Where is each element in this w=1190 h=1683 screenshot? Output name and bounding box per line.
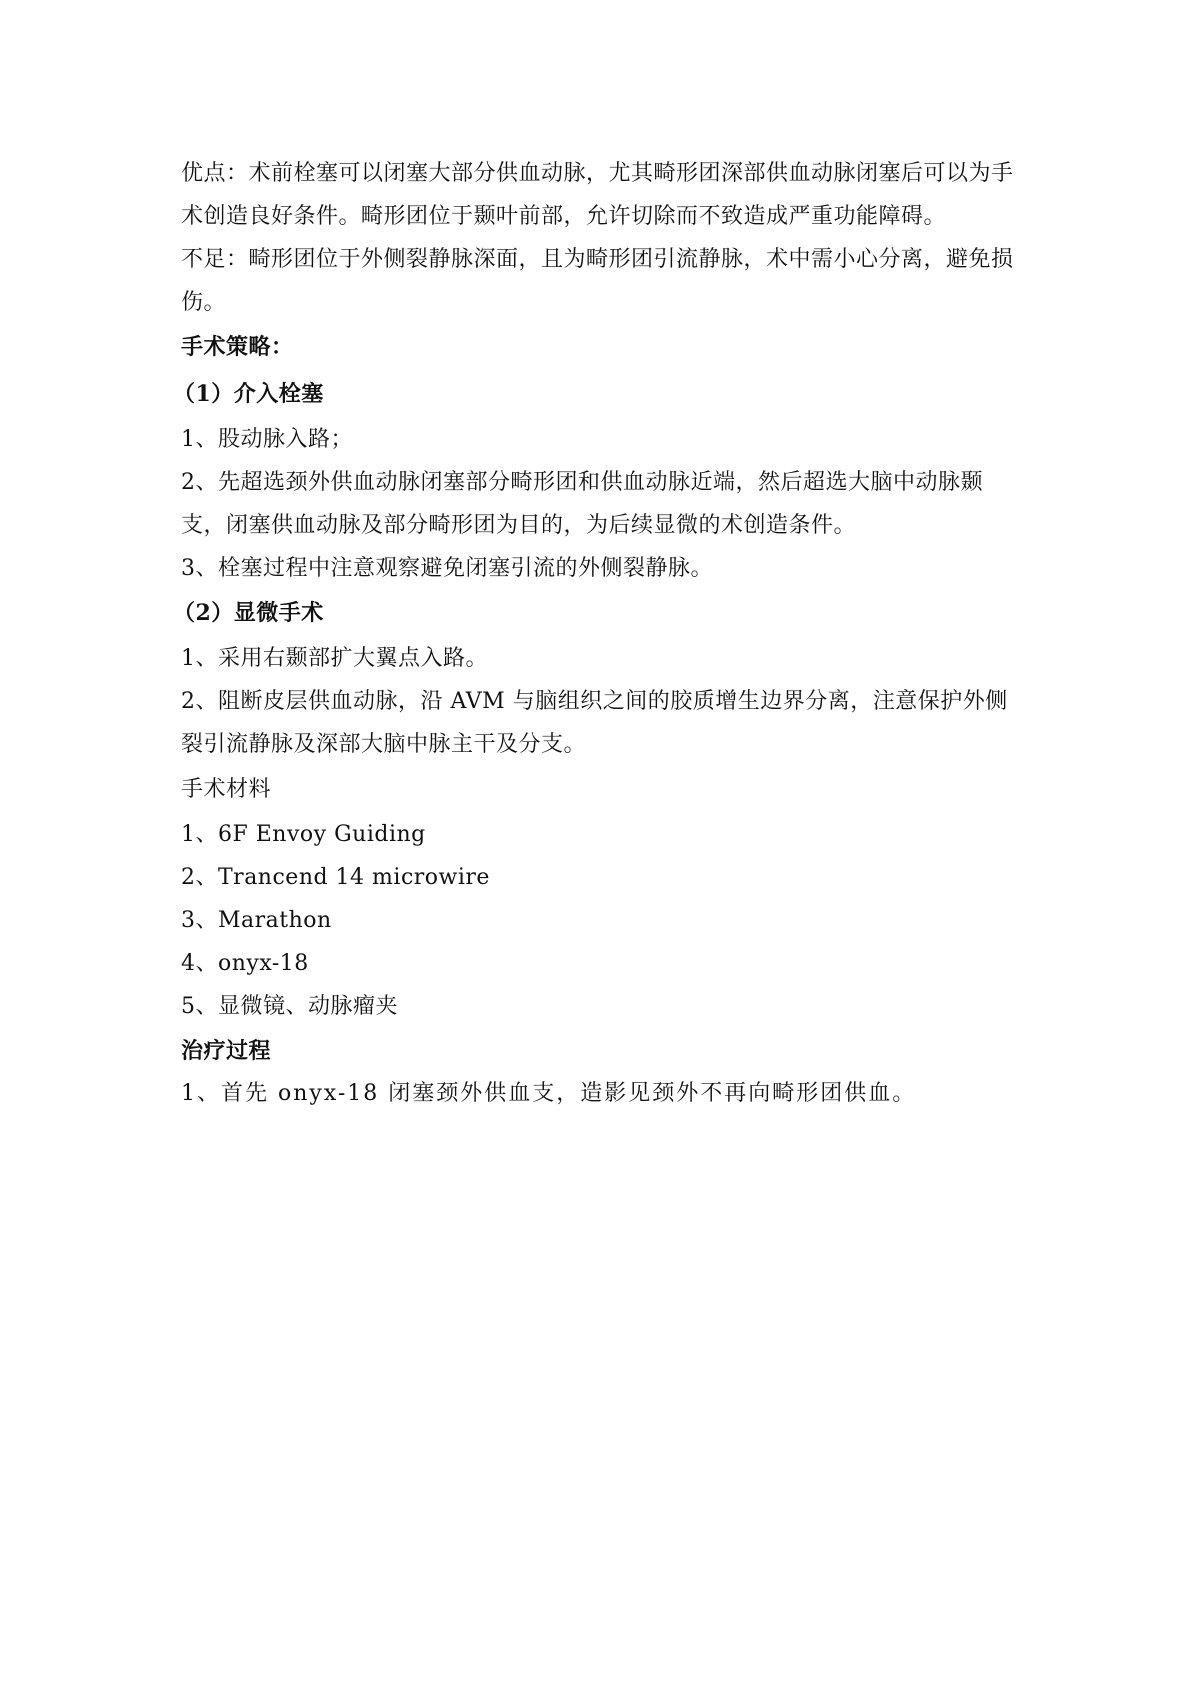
- treatment-step: 1、首先 onyx-18 闭塞颈外供血支，造影见颈外不再向畸形团供血。: [181, 1081, 917, 1106]
- advantages-paragraph: 优点：术前栓塞可以闭塞大部分供血动脉，尤其畸形团深部供血动脉闭塞后可以为手术创造良好条件。畸形团位于颞叶前部，允许切除而不致造成严重功能障碍。: [181, 161, 1014, 229]
- strategy-heading: 手术策略：: [181, 334, 294, 360]
- material-item: 3、Marathon: [181, 908, 332, 933]
- embolization-step: 2、先超选颈外供血动脉闭塞部分畸形团和供血动脉近端，然后超选大脑中动脉颞支，闭塞供血动脉及部分畸形团为目的，为后续显微的术创造条件。: [181, 470, 983, 538]
- material-item: 1、6F Envoy Guiding: [181, 822, 426, 847]
- material-item: 4、onyx-18: [181, 951, 309, 976]
- embolization-subheading: （1）介入栓塞: [173, 381, 324, 407]
- disadvantages-paragraph: 不足：畸形团位于外侧裂静脉深面，且为畸形团引流静脉，术中需小心分离，避免损伤。: [181, 247, 1014, 315]
- document-body: [173, 152, 1021, 1113]
- material-item: 5、显微镜、动脉瘤夹: [181, 994, 398, 1019]
- microsurgery-step: 2、阻断皮层供血动脉，沿 AVM 与脑组织之间的胶质增生边界分离，注意保护外侧裂引流静脉及深部大脑中脉主干及分支。: [181, 689, 1008, 757]
- microsurgery-subheading: （2）显微手术: [173, 600, 324, 626]
- embolization-step: 3、栓塞过程中注意观察避免闭塞引流的外侧裂静脉。: [181, 556, 713, 581]
- materials-heading: 手术材料: [181, 777, 272, 802]
- microsurgery-step: 1、采用右颞部扩大翼点入路。: [181, 646, 488, 671]
- material-item: 2、Trancend 14 microwire: [181, 865, 490, 890]
- treatment-heading: 治疗过程: [181, 1038, 272, 1064]
- embolization-step: 1、股动脉入路；: [181, 427, 353, 452]
